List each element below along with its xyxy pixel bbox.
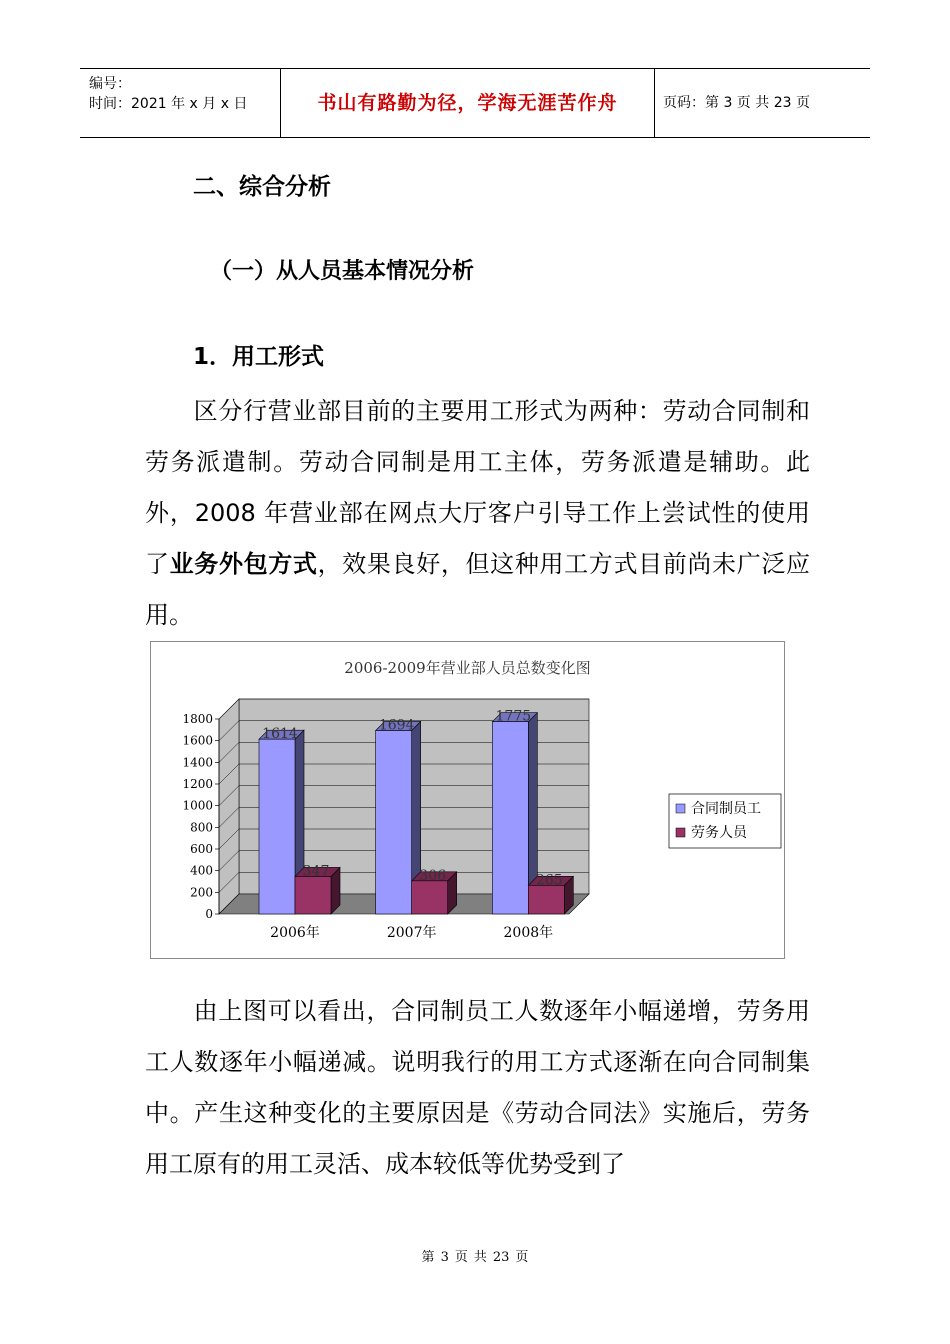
data-label: 347	[302, 863, 330, 880]
y-tick-label: 400	[190, 863, 213, 878]
number-label: 编号：	[89, 76, 131, 92]
bar	[528, 885, 564, 914]
x-tick-label: 2008年	[503, 925, 554, 941]
time-label: 时间：2021 年 x 月 x 日	[89, 96, 248, 112]
page-header	[80, 68, 870, 138]
y-tick-label: 200	[190, 885, 213, 900]
data-label: 306	[419, 867, 447, 884]
y-tick-label: 1400	[182, 755, 213, 770]
bar	[412, 881, 448, 914]
paragraph-employment-forms	[145, 386, 810, 641]
header-motto: 书山有路勤为径，学海无涯苦作舟	[317, 92, 618, 114]
bar	[492, 722, 528, 914]
footer-part: 23	[492, 1250, 510, 1265]
footer-part: 页	[454, 1250, 468, 1265]
chart-svg	[151, 642, 784, 958]
topic-heading: 1．用工形式	[193, 344, 325, 370]
paragraph-chart-analysis	[145, 986, 810, 1190]
footer-part: 页	[515, 1250, 529, 1265]
chart-side-wall	[219, 699, 239, 914]
header-page-info: 页码：第 3 页 共 23 页	[663, 95, 810, 111]
y-tick-label: 800	[190, 820, 213, 835]
y-tick-label: 1800	[182, 712, 213, 726]
bar	[295, 876, 331, 914]
y-tick-label: 1600	[182, 733, 213, 748]
data-label: 1694	[378, 717, 415, 734]
footer-part: 3	[440, 1250, 449, 1265]
chart-title: 2006-2009年营业部人员总数变化图	[344, 659, 591, 677]
legend-label: 劳务人员	[691, 825, 747, 841]
staff-chart	[150, 641, 785, 959]
bar	[376, 730, 412, 914]
header-meta-cell	[80, 69, 281, 137]
header-page-cell	[654, 69, 871, 137]
para1-bold-text: 业务外包方式	[169, 550, 318, 578]
para1-text-b: ，效果良好，但这种用工方式目前尚未广泛应用。	[145, 550, 811, 629]
x-tick-label: 2006年	[270, 925, 320, 941]
data-label: 1614	[262, 726, 298, 743]
page-footer	[0, 1246, 950, 1265]
y-tick-label: 0	[205, 907, 213, 921]
data-label: 1775	[495, 708, 532, 725]
data-label: 265	[535, 872, 563, 889]
para1-text-a: 区分行营业部目前的主要用工形式为两种：劳动合同制和劳务派遣制。劳动合同制是用工主体，劳务派遣是辅助。此外，2008 年营业部在网点大厅客户引导工作上尝试性的使用了	[145, 397, 810, 578]
section-heading: 二、综合分析	[193, 174, 331, 200]
x-tick-label: 2007年	[386, 925, 437, 941]
y-tick-label: 600	[190, 842, 213, 856]
legend-swatch	[676, 804, 685, 813]
y-tick-label: 1200	[182, 777, 213, 791]
legend-label: 合同制员工	[691, 801, 761, 817]
subsection-heading: （一）从人员基本情况分析	[210, 259, 475, 284]
footer-part: 第	[421, 1250, 435, 1265]
para2-text: 由上图可以看出，合同制员工人数逐年小幅递增，劳务用工人数逐年小幅递减。说明我行的用工方式逐渐在向合同制集中。产生这种变化的主要原因是《劳动合同法》实施后，劳务用工原有的用工灵活、成本较低等优势受到了	[145, 997, 810, 1178]
bar	[259, 739, 295, 914]
y-tick-label: 1000	[182, 798, 213, 813]
legend-swatch	[676, 828, 685, 837]
footer-part: 共	[473, 1250, 487, 1265]
